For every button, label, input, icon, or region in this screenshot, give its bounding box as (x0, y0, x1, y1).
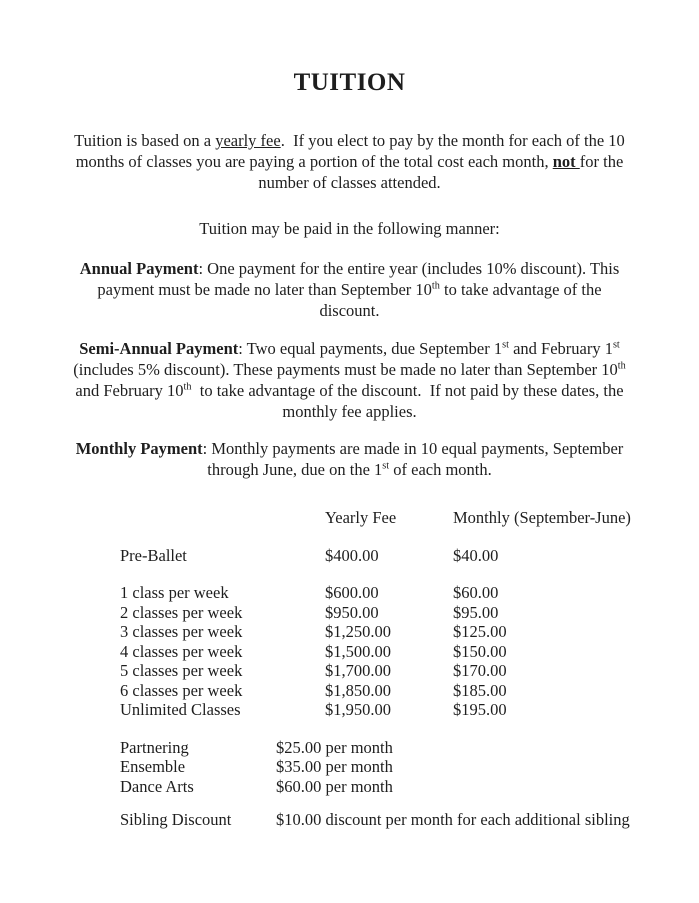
fee-table-rows (0, 546, 699, 720)
fee-row-monthly: $185.00 (453, 680, 507, 700)
addon-row (0, 757, 699, 777)
fee-row-monthly: $125.00 (453, 622, 507, 641)
fee-row-monthly: $170.00 (453, 661, 507, 680)
sibling-discount-row (0, 810, 699, 830)
fee-col-header-monthly: Monthly (September-June) (453, 508, 631, 527)
fee-row-label: Pre-Ballet (120, 545, 187, 565)
fee-row-label: 3 classes per week (120, 622, 243, 641)
addon-row-label: Partnering (120, 737, 189, 757)
addon-row-label: Dance Arts (120, 776, 194, 796)
fee-row-label: 2 classes per week (120, 602, 243, 622)
fee-row-yearly: $1,700.00 (325, 661, 391, 680)
fee-row (0, 642, 699, 662)
addon-row (0, 738, 699, 758)
annual-payment-paragraph: Annual Payment: One payment for the entire year (includes 10% discount). This payment must be made no later than September 10th to take advantage of the discount. (79, 259, 628, 320)
fee-row-monthly: $40.00 (453, 545, 499, 565)
fee-col-header-yearly: Yearly Fee (325, 508, 397, 527)
fee-row (0, 681, 699, 701)
addon-rows (0, 738, 699, 797)
fee-row-label: Unlimited Classes (120, 700, 241, 719)
fee-row-yearly: $600.00 (325, 583, 379, 602)
fee-table (0, 508, 699, 830)
fee-row-monthly: $195.00 (453, 700, 507, 719)
addon-row (0, 777, 699, 797)
fee-col-header-spacer (120, 508, 325, 528)
addon-row-value: $35.00 per month (276, 757, 393, 776)
fee-row-label: 1 class per week (120, 583, 229, 602)
fee-row-label: 4 classes per week (120, 641, 243, 661)
fee-row (0, 603, 699, 623)
page-title: TUITION (293, 69, 406, 96)
fee-row-monthly: $150.00 (453, 641, 507, 661)
addon-row-value: $60.00 per month (276, 776, 393, 796)
fee-row (0, 546, 699, 566)
fee-row-yearly: $400.00 (325, 545, 379, 565)
fee-table-header (0, 508, 699, 528)
fee-row-yearly: $1,500.00 (325, 641, 391, 661)
sibling-discount-label: Sibling Discount (120, 810, 232, 829)
fee-row (0, 700, 699, 720)
semi-annual-payment-paragraph: Semi-Annual Payment: Two equal payments, due September 1st and February 1st (includes 5% discount). These payments must be made no later than September 10th and February 10th to take advantage of the discount. If not paid by these dates, the monthly fee applies. (73, 339, 630, 421)
payment-manner-line: Tuition may be paid in the following manner: (199, 219, 500, 238)
sibling-discount-value: $10.00 discount per month for each additional sibling (276, 810, 630, 829)
fee-row (0, 583, 699, 603)
monthly-payment-paragraph: Monthly Payment: Monthly payments are made in 10 equal payments, September through June, due on the 1st of each month. (75, 439, 628, 479)
fee-row (0, 661, 699, 681)
addon-row-label: Ensemble (120, 757, 186, 776)
fee-row-yearly: $1,850.00 (325, 680, 391, 700)
intro-paragraph: Tuition is based on a yearly fee. If you elect to pay by the month for each of the 10 months of classes you are paying a portion of the total cost each month, not for the number of classes attended. (74, 131, 629, 192)
fee-row (0, 622, 699, 642)
fee-row-yearly: $1,250.00 (325, 622, 391, 641)
fee-row-monthly: $60.00 (453, 583, 499, 602)
fee-row-label: 6 classes per week (120, 680, 243, 700)
fee-row-yearly: $1,950.00 (325, 700, 391, 719)
fee-row-yearly: $950.00 (325, 602, 379, 622)
addon-row-value: $25.00 per month (276, 737, 393, 757)
fee-row-label: 5 classes per week (120, 661, 243, 680)
fee-row-monthly: $95.00 (453, 602, 499, 622)
